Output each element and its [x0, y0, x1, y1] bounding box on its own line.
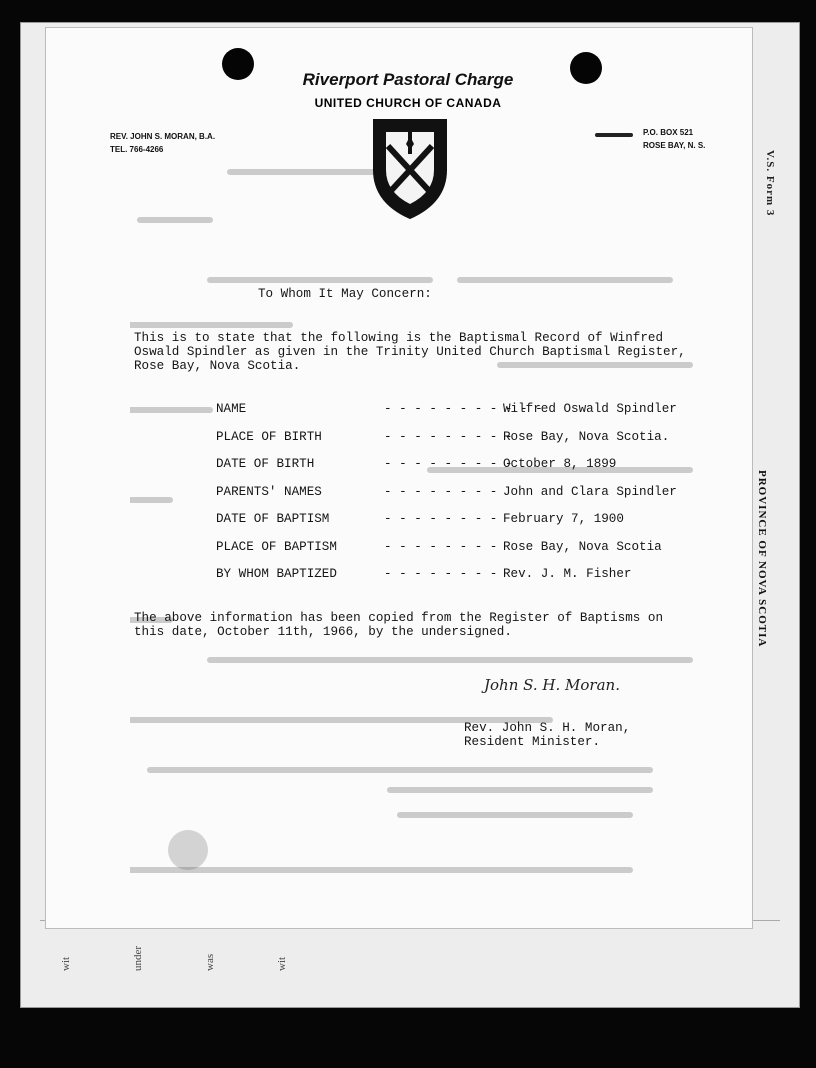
signer-title: Resident Minister.: [464, 735, 601, 749]
record-label: BY WHOM BAPTIZED: [216, 567, 337, 581]
record-row: [216, 540, 696, 556]
record-row: [216, 567, 696, 583]
record-dashes: - - - - - - - -: [384, 485, 498, 499]
record-label: PLACE OF BIRTH: [216, 430, 322, 444]
record-value: Rose Bay, Nova Scotia.: [503, 430, 670, 444]
minister-phone: TEL. 766-4266: [110, 145, 164, 154]
record-dashes: - - - - - - - - -: [384, 457, 513, 471]
record-row: [216, 402, 696, 418]
record-row: [216, 512, 696, 528]
town: ROSE BAY, N. S.: [643, 141, 706, 150]
strip-label: under: [132, 945, 144, 971]
record-row: [216, 485, 696, 501]
letterhead-subtitle: UNITED CHURCH OF CANADA: [314, 96, 502, 110]
salutation: To Whom It May Concern:: [258, 287, 432, 301]
intro-paragraph: This is to state that the following is the Baptismal Record of Winfred Oswald Spindler as given in the Trinity United Church Baptismal Register, Rose Bay, Nova Scotia.: [134, 331, 686, 373]
record-label: PLACE OF BAPTISM: [216, 540, 337, 554]
po-box: P.O. BOX 521: [643, 128, 694, 137]
record-dashes: - - - - - - - -: [384, 512, 498, 526]
strip-label: wit: [60, 956, 72, 971]
strip-label: was: [204, 953, 216, 971]
record-dashes: - - - - - - - - - - -: [384, 402, 543, 416]
pen-icon: [595, 133, 633, 137]
record-label: PARENTS' NAMES: [216, 485, 322, 499]
letterhead-minister-block: [110, 130, 215, 156]
record-dashes: - - - - - - - -: [384, 540, 498, 554]
minister-name: REV. JOHN S. MORAN, B.A.: [110, 132, 216, 141]
record-value: Rose Bay, Nova Scotia: [503, 540, 662, 554]
record-row: [216, 457, 696, 473]
handwritten-signature: John S. H. Moran.: [484, 676, 620, 694]
province-side-label: PROVINCE OF NOVA SCOTIA: [756, 470, 768, 648]
record-value: John and Clara Spindler: [503, 485, 677, 499]
closing-paragraph: The above information has been copied from the Register of Baptisms on this date, October 11th, 1966, by the undersigned.: [134, 611, 664, 639]
record-value: Wilfred Oswald Spindler: [503, 402, 677, 416]
record-value: Rev. J. M. Fisher: [503, 567, 632, 581]
record-value: October 8, 1899: [503, 457, 617, 471]
signer-block: [464, 721, 630, 749]
strip-label: wit: [276, 956, 288, 971]
record-row: [216, 430, 696, 446]
bottom-form-strip: [40, 920, 780, 1001]
record-dashes: - - - - - - - -: [384, 567, 498, 581]
church-crest-icon: [370, 116, 450, 220]
record-label: DATE OF BIRTH: [216, 457, 315, 471]
form-number-label: V.S. Form 3: [764, 150, 776, 217]
letterhead-title: Riverport Pastoral Charge: [302, 70, 514, 89]
record-label: DATE OF BAPTISM: [216, 512, 330, 526]
record-label: NAME: [216, 402, 247, 416]
letterhead-address-block: [643, 126, 705, 152]
record-value: February 7, 1900: [503, 512, 624, 526]
signer-name: Rev. John S. H. Moran,: [464, 721, 631, 735]
record-dashes: - - - - - - - - -: [384, 430, 513, 444]
